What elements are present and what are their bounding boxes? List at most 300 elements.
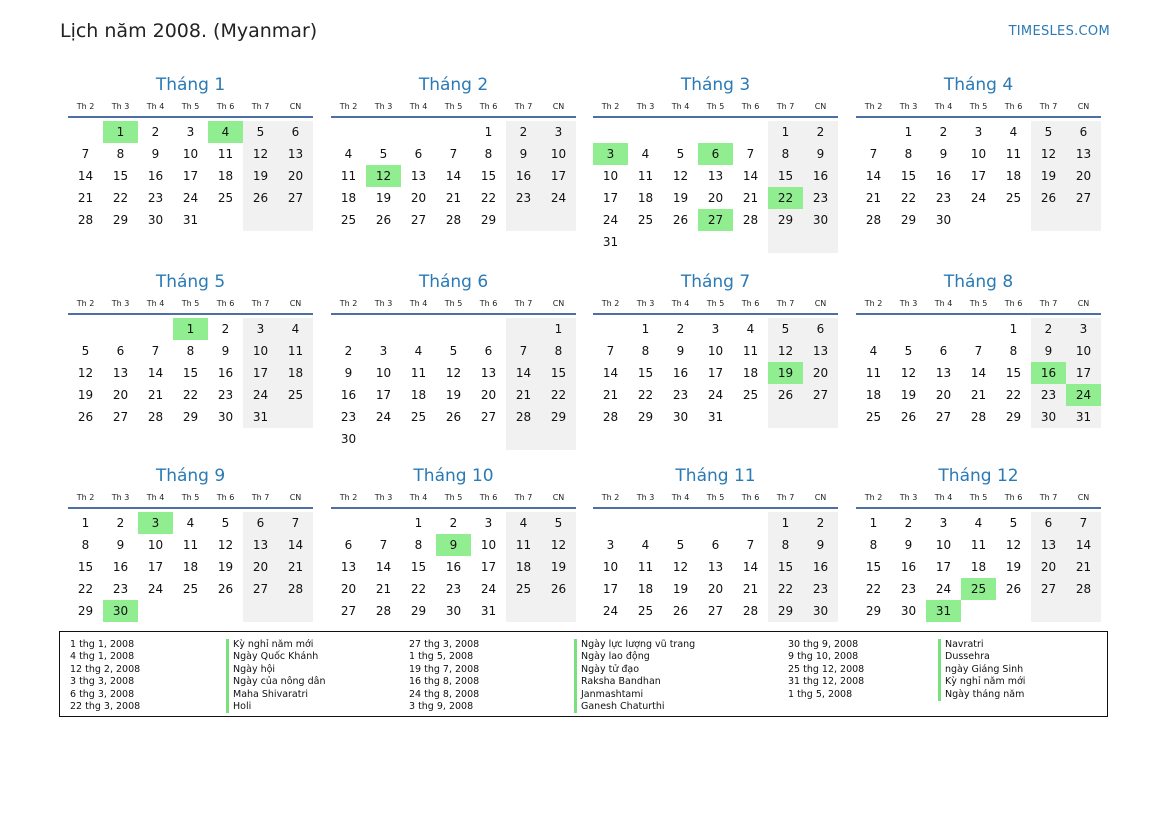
day-cell[interactable]: 18 <box>340 191 357 205</box>
day-cell[interactable]: 11 <box>637 560 654 574</box>
day-cell[interactable]: 23 <box>672 388 689 402</box>
day-cell[interactable]: 29 <box>768 600 803 622</box>
day-cell[interactable]: 8 <box>186 344 195 358</box>
brand-link[interactable]: TIMESLES.COM <box>1008 24 1110 39</box>
day-cell[interactable]: 12 <box>243 143 278 165</box>
day-cell[interactable]: 27 <box>1031 578 1066 600</box>
day-cell[interactable]: 18 <box>742 366 759 380</box>
day-cell[interactable]: 30 <box>217 410 234 424</box>
day-cell[interactable]: 5 <box>1009 516 1018 530</box>
day-cell[interactable]: 22 <box>768 578 803 600</box>
day-cell[interactable]: 14 <box>742 560 759 574</box>
day-cell[interactable]: 29 <box>541 406 576 428</box>
day-cell[interactable]: 23 <box>1031 384 1066 406</box>
day-cell[interactable]: 28 <box>1066 578 1101 600</box>
day-cell[interactable]: 25 <box>278 384 313 406</box>
day-cell[interactable]: 9 <box>803 534 838 556</box>
day-cell[interactable]: 9 <box>506 143 541 165</box>
day-cell[interactable]: 3 <box>379 344 388 358</box>
day-cell[interactable]: 4 <box>746 322 755 336</box>
day-cell[interactable]: 31 <box>182 213 199 227</box>
day-cell[interactable]: 16 <box>217 366 234 380</box>
day-cell[interactable]: 19 <box>1005 560 1022 574</box>
day-cell[interactable]: 28 <box>77 213 94 227</box>
day-cell[interactable]: 26 <box>672 213 689 227</box>
day-cell[interactable]: 28 <box>865 213 882 227</box>
day-cell[interactable]: 15 <box>768 556 803 578</box>
day-cell[interactable]: 14 <box>77 169 94 183</box>
day-cell[interactable]: 19 <box>541 556 576 578</box>
day-cell[interactable]: 2 <box>676 322 685 336</box>
day-cell[interactable]: 11 <box>506 534 541 556</box>
day-cell[interactable]: 15 <box>112 169 129 183</box>
day-cell[interactable]: 5 <box>676 538 685 552</box>
day-cell[interactable]: 8 <box>641 344 650 358</box>
day-cell[interactable]: 9 <box>221 344 230 358</box>
day-cell[interactable]: 31 <box>707 410 724 424</box>
day-cell[interactable]: 31 <box>602 235 619 249</box>
day-cell[interactable]: 18 <box>182 560 199 574</box>
day-cell[interactable]: 27 <box>243 578 278 600</box>
day-cell[interactable]: 18 <box>637 582 654 596</box>
day-cell[interactable]: 3 <box>939 516 948 530</box>
day-cell[interactable]: 6 <box>939 344 948 358</box>
day-cell[interactable]: 28 <box>970 410 987 424</box>
day-cell[interactable]: 20 <box>707 582 724 596</box>
day-cell[interactable]: 20 <box>112 388 129 402</box>
day-cell[interactable]: 13 <box>112 366 129 380</box>
day-cell[interactable]: 8 <box>541 340 576 362</box>
day-cell[interactable]: 26 <box>672 604 689 618</box>
day-cell[interactable]: 2 <box>939 125 948 139</box>
day-cell[interactable]: 17 <box>935 560 952 574</box>
holiday-day-cell[interactable]: 25 <box>961 578 996 600</box>
day-cell[interactable]: 30 <box>445 604 462 618</box>
day-cell[interactable]: 10 <box>182 147 199 161</box>
day-cell[interactable]: 1 <box>1009 322 1018 336</box>
day-cell[interactable]: 7 <box>606 344 615 358</box>
day-cell[interactable]: 8 <box>81 538 90 552</box>
day-cell[interactable]: 4 <box>1009 125 1018 139</box>
day-cell[interactable]: 17 <box>147 560 164 574</box>
day-cell[interactable]: 4 <box>414 344 423 358</box>
day-cell[interactable]: 17 <box>602 191 619 205</box>
holiday-day-cell[interactable]: 3 <box>138 512 173 534</box>
day-cell[interactable]: 5 <box>904 344 913 358</box>
day-cell[interactable]: 23 <box>445 582 462 596</box>
day-cell[interactable]: 1 <box>484 125 493 139</box>
day-cell[interactable]: 4 <box>506 512 541 534</box>
day-cell[interactable]: 16 <box>900 560 917 574</box>
day-cell[interactable]: 27 <box>1066 187 1101 209</box>
day-cell[interactable]: 1 <box>81 516 90 530</box>
day-cell[interactable]: 1 <box>641 322 650 336</box>
day-cell[interactable]: 26 <box>768 384 803 406</box>
day-cell[interactable]: 29 <box>77 604 94 618</box>
holiday-day-cell[interactable]: 12 <box>366 165 401 187</box>
day-cell[interactable]: 17 <box>602 582 619 596</box>
day-cell[interactable]: 8 <box>869 538 878 552</box>
day-cell[interactable]: 16 <box>672 366 689 380</box>
day-cell[interactable]: 24 <box>480 582 497 596</box>
day-cell[interactable]: 26 <box>375 213 392 227</box>
day-cell[interactable]: 18 <box>410 388 427 402</box>
day-cell[interactable]: 31 <box>1066 406 1101 428</box>
day-cell[interactable]: 21 <box>77 191 94 205</box>
day-cell[interactable]: 25 <box>865 410 882 424</box>
day-cell[interactable]: 17 <box>707 366 724 380</box>
day-cell[interactable]: 6 <box>803 318 838 340</box>
day-cell[interactable]: 9 <box>803 143 838 165</box>
day-cell[interactable]: 9 <box>151 147 160 161</box>
day-cell[interactable]: 5 <box>1031 121 1066 143</box>
day-cell[interactable]: 17 <box>182 169 199 183</box>
day-cell[interactable]: 16 <box>340 388 357 402</box>
holiday-day-cell[interactable]: 3 <box>593 143 628 165</box>
day-cell[interactable]: 23 <box>340 410 357 424</box>
day-cell[interactable]: 14 <box>602 366 619 380</box>
day-cell[interactable]: 13 <box>480 366 497 380</box>
day-cell[interactable]: 19 <box>375 191 392 205</box>
day-cell[interactable]: 11 <box>970 538 987 552</box>
day-cell[interactable]: 14 <box>147 366 164 380</box>
day-cell[interactable]: 25 <box>637 604 654 618</box>
day-cell[interactable]: 15 <box>410 560 427 574</box>
day-cell[interactable]: 1 <box>768 121 803 143</box>
day-cell[interactable]: 30 <box>340 432 357 446</box>
day-cell[interactable]: 19 <box>1031 165 1066 187</box>
day-cell[interactable]: 10 <box>375 366 392 380</box>
day-cell[interactable]: 1 <box>869 516 878 530</box>
day-cell[interactable]: 17 <box>375 388 392 402</box>
day-cell[interactable]: 15 <box>182 366 199 380</box>
day-cell[interactable]: 11 <box>182 538 199 552</box>
day-cell[interactable]: 30 <box>900 604 917 618</box>
day-cell[interactable]: 31 <box>243 406 278 428</box>
day-cell[interactable]: 16 <box>147 169 164 183</box>
day-cell[interactable]: 4 <box>344 147 353 161</box>
day-cell[interactable]: 10 <box>970 147 987 161</box>
day-cell[interactable]: 23 <box>217 388 234 402</box>
day-cell[interactable]: 22 <box>410 582 427 596</box>
day-cell[interactable]: 21 <box>742 582 759 596</box>
day-cell[interactable]: 10 <box>480 538 497 552</box>
day-cell[interactable]: 25 <box>506 578 541 600</box>
day-cell[interactable]: 25 <box>217 191 234 205</box>
day-cell[interactable]: 17 <box>970 169 987 183</box>
day-cell[interactable]: 12 <box>900 366 917 380</box>
day-cell[interactable]: 6 <box>278 121 313 143</box>
day-cell[interactable]: 17 <box>243 362 278 384</box>
day-cell[interactable]: 21 <box>1066 556 1101 578</box>
day-cell[interactable]: 6 <box>1031 512 1066 534</box>
day-cell[interactable]: 10 <box>147 538 164 552</box>
holiday-day-cell[interactable]: 19 <box>768 362 803 384</box>
day-cell[interactable]: 28 <box>742 213 759 227</box>
day-cell[interactable]: 14 <box>375 560 392 574</box>
day-cell[interactable]: 30 <box>147 213 164 227</box>
day-cell[interactable]: 9 <box>939 147 948 161</box>
day-cell[interactable]: 14 <box>278 534 313 556</box>
day-cell[interactable]: 18 <box>506 556 541 578</box>
day-cell[interactable]: 2 <box>803 121 838 143</box>
day-cell[interactable]: 18 <box>278 362 313 384</box>
day-cell[interactable]: 9 <box>344 366 353 380</box>
day-cell[interactable]: 27 <box>803 384 838 406</box>
day-cell[interactable]: 30 <box>672 410 689 424</box>
day-cell[interactable]: 3 <box>186 125 195 139</box>
day-cell[interactable]: 27 <box>410 213 427 227</box>
day-cell[interactable]: 10 <box>602 169 619 183</box>
day-cell[interactable]: 8 <box>116 147 125 161</box>
day-cell[interactable]: 13 <box>935 366 952 380</box>
day-cell[interactable]: 21 <box>375 582 392 596</box>
day-cell[interactable]: 7 <box>506 340 541 362</box>
day-cell[interactable]: 17 <box>1066 362 1101 384</box>
day-cell[interactable]: 7 <box>746 538 755 552</box>
day-cell[interactable]: 10 <box>1066 340 1101 362</box>
day-cell[interactable]: 31 <box>480 604 497 618</box>
day-cell[interactable]: 20 <box>340 582 357 596</box>
day-cell[interactable]: 20 <box>243 556 278 578</box>
day-cell[interactable]: 7 <box>81 147 90 161</box>
day-cell[interactable]: 13 <box>410 169 427 183</box>
day-cell[interactable]: 29 <box>900 213 917 227</box>
day-cell[interactable]: 7 <box>379 538 388 552</box>
day-cell[interactable]: 21 <box>602 388 619 402</box>
day-cell[interactable]: 5 <box>379 147 388 161</box>
day-cell[interactable]: 4 <box>641 538 650 552</box>
day-cell[interactable]: 28 <box>445 213 462 227</box>
day-cell[interactable]: 19 <box>243 165 278 187</box>
day-cell[interactable]: 20 <box>1031 556 1066 578</box>
day-cell[interactable]: 8 <box>768 534 803 556</box>
day-cell[interactable]: 25 <box>182 582 199 596</box>
day-cell[interactable]: 22 <box>900 191 917 205</box>
day-cell[interactable]: 2 <box>803 512 838 534</box>
day-cell[interactable]: 13 <box>340 560 357 574</box>
day-cell[interactable]: 28 <box>602 410 619 424</box>
day-cell[interactable]: 14 <box>742 169 759 183</box>
day-cell[interactable]: 23 <box>803 187 838 209</box>
day-cell[interactable]: 11 <box>217 147 234 161</box>
day-cell[interactable]: 25 <box>637 213 654 227</box>
day-cell[interactable]: 8 <box>768 143 803 165</box>
day-cell[interactable]: 29 <box>637 410 654 424</box>
day-cell[interactable]: 21 <box>445 191 462 205</box>
day-cell[interactable]: 5 <box>676 147 685 161</box>
day-cell[interactable]: 4 <box>974 516 983 530</box>
day-cell[interactable]: 10 <box>935 538 952 552</box>
day-cell[interactable]: 8 <box>1009 344 1018 358</box>
day-cell[interactable]: 14 <box>970 366 987 380</box>
day-cell[interactable]: 26 <box>77 410 94 424</box>
day-cell[interactable]: 22 <box>480 191 497 205</box>
day-cell[interactable]: 6 <box>484 344 493 358</box>
day-cell[interactable]: 10 <box>541 143 576 165</box>
day-cell[interactable]: 22 <box>77 582 94 596</box>
day-cell[interactable]: 17 <box>541 165 576 187</box>
day-cell[interactable]: 26 <box>541 578 576 600</box>
day-cell[interactable]: 25 <box>340 213 357 227</box>
day-cell[interactable]: 2 <box>904 516 913 530</box>
day-cell[interactable]: 29 <box>1005 410 1022 424</box>
day-cell[interactable]: 2 <box>506 121 541 143</box>
day-cell[interactable]: 12 <box>672 169 689 183</box>
day-cell[interactable]: 12 <box>541 534 576 556</box>
holiday-day-cell[interactable]: 6 <box>698 143 733 165</box>
day-cell[interactable]: 24 <box>970 191 987 205</box>
day-cell[interactable]: 11 <box>340 169 357 183</box>
day-cell[interactable]: 24 <box>935 582 952 596</box>
day-cell[interactable]: 28 <box>375 604 392 618</box>
day-cell[interactable]: 14 <box>865 169 882 183</box>
holiday-day-cell[interactable]: 4 <box>208 121 243 143</box>
day-cell[interactable]: 18 <box>1005 169 1022 183</box>
day-cell[interactable]: 23 <box>900 582 917 596</box>
day-cell[interactable]: 5 <box>449 344 458 358</box>
day-cell[interactable]: 7 <box>151 344 160 358</box>
day-cell[interactable]: 5 <box>541 512 576 534</box>
day-cell[interactable]: 7 <box>974 344 983 358</box>
day-cell[interactable]: 15 <box>637 366 654 380</box>
day-cell[interactable]: 20 <box>1066 165 1101 187</box>
day-cell[interactable]: 11 <box>278 340 313 362</box>
day-cell[interactable]: 21 <box>742 191 759 205</box>
day-cell[interactable]: 28 <box>278 578 313 600</box>
day-cell[interactable]: 29 <box>410 604 427 618</box>
day-cell[interactable]: 7 <box>449 147 458 161</box>
day-cell[interactable]: 9 <box>676 344 685 358</box>
day-cell[interactable]: 22 <box>541 384 576 406</box>
day-cell[interactable]: 16 <box>112 560 129 574</box>
day-cell[interactable]: 13 <box>803 340 838 362</box>
day-cell[interactable]: 21 <box>970 388 987 402</box>
day-cell[interactable]: 28 <box>506 406 541 428</box>
day-cell[interactable]: 26 <box>445 410 462 424</box>
day-cell[interactable]: 27 <box>278 187 313 209</box>
day-cell[interactable]: 16 <box>935 169 952 183</box>
day-cell[interactable]: 1 <box>904 125 913 139</box>
day-cell[interactable]: 12 <box>445 366 462 380</box>
day-cell[interactable]: 10 <box>243 340 278 362</box>
day-cell[interactable]: 10 <box>707 344 724 358</box>
day-cell[interactable]: 29 <box>865 604 882 618</box>
day-cell[interactable]: 29 <box>112 213 129 227</box>
day-cell[interactable]: 3 <box>974 125 983 139</box>
day-cell[interactable]: 25 <box>742 388 759 402</box>
day-cell[interactable]: 4 <box>278 318 313 340</box>
day-cell[interactable]: 15 <box>77 560 94 574</box>
day-cell[interactable]: 12 <box>1005 538 1022 552</box>
day-cell[interactable]: 17 <box>480 560 497 574</box>
day-cell[interactable]: 25 <box>1005 191 1022 205</box>
day-cell[interactable]: 20 <box>707 191 724 205</box>
day-cell[interactable]: 23 <box>803 578 838 600</box>
day-cell[interactable]: 12 <box>1031 143 1066 165</box>
day-cell[interactable]: 19 <box>900 388 917 402</box>
day-cell[interactable]: 6 <box>116 344 125 358</box>
day-cell[interactable]: 26 <box>243 187 278 209</box>
day-cell[interactable]: 5 <box>768 318 803 340</box>
day-cell[interactable]: 20 <box>480 388 497 402</box>
day-cell[interactable]: 13 <box>278 143 313 165</box>
day-cell[interactable]: 6 <box>243 512 278 534</box>
day-cell[interactable]: 15 <box>865 560 882 574</box>
day-cell[interactable]: 10 <box>602 560 619 574</box>
day-cell[interactable]: 26 <box>900 410 917 424</box>
day-cell[interactable]: 5 <box>243 121 278 143</box>
day-cell[interactable]: 9 <box>116 538 125 552</box>
day-cell[interactable]: 2 <box>116 516 125 530</box>
day-cell[interactable]: 9 <box>904 538 913 552</box>
day-cell[interactable]: 15 <box>768 165 803 187</box>
day-cell[interactable]: 28 <box>742 604 759 618</box>
holiday-day-cell[interactable]: 16 <box>1031 362 1066 384</box>
day-cell[interactable]: 20 <box>278 165 313 187</box>
day-cell[interactable]: 13 <box>707 169 724 183</box>
holiday-day-cell[interactable]: 31 <box>926 600 961 622</box>
holiday-day-cell[interactable]: 30 <box>103 600 138 622</box>
day-cell[interactable]: 19 <box>672 582 689 596</box>
day-cell[interactable]: 24 <box>602 604 619 618</box>
day-cell[interactable]: 22 <box>112 191 129 205</box>
day-cell[interactable]: 1 <box>768 512 803 534</box>
day-cell[interactable]: 27 <box>707 604 724 618</box>
day-cell[interactable]: 11 <box>742 344 759 358</box>
day-cell[interactable]: 27 <box>112 410 129 424</box>
day-cell[interactable]: 16 <box>803 556 838 578</box>
day-cell[interactable]: 5 <box>81 344 90 358</box>
day-cell[interactable]: 30 <box>1031 406 1066 428</box>
day-cell[interactable]: 3 <box>606 538 615 552</box>
day-cell[interactable]: 22 <box>865 582 882 596</box>
day-cell[interactable]: 20 <box>803 362 838 384</box>
day-cell[interactable]: 8 <box>904 147 913 161</box>
day-cell[interactable]: 24 <box>541 187 576 209</box>
day-cell[interactable]: 11 <box>865 366 882 380</box>
day-cell[interactable]: 30 <box>803 209 838 231</box>
day-cell[interactable]: 22 <box>1005 388 1022 402</box>
holiday-day-cell[interactable]: 24 <box>1066 384 1101 406</box>
day-cell[interactable]: 26 <box>1005 582 1022 596</box>
day-cell[interactable]: 13 <box>707 560 724 574</box>
day-cell[interactable]: 23 <box>147 191 164 205</box>
day-cell[interactable]: 15 <box>480 169 497 183</box>
day-cell[interactable]: 6 <box>711 538 720 552</box>
day-cell[interactable]: 13 <box>1066 143 1101 165</box>
day-cell[interactable]: 24 <box>147 582 164 596</box>
day-cell[interactable]: 26 <box>1031 187 1066 209</box>
day-cell[interactable]: 24 <box>707 388 724 402</box>
day-cell[interactable]: 16 <box>445 560 462 574</box>
day-cell[interactable]: 21 <box>147 388 164 402</box>
day-cell[interactable]: 8 <box>414 538 423 552</box>
day-cell[interactable]: 6 <box>1066 121 1101 143</box>
day-cell[interactable]: 8 <box>484 147 493 161</box>
day-cell[interactable]: 3 <box>541 121 576 143</box>
day-cell[interactable]: 22 <box>182 388 199 402</box>
day-cell[interactable]: 13 <box>1031 534 1066 556</box>
day-cell[interactable]: 20 <box>935 388 952 402</box>
day-cell[interactable]: 30 <box>935 213 952 227</box>
day-cell[interactable]: 18 <box>970 560 987 574</box>
day-cell[interactable]: 27 <box>480 410 497 424</box>
holiday-day-cell[interactable]: 1 <box>103 121 138 143</box>
day-cell[interactable]: 7 <box>869 147 878 161</box>
day-cell[interactable]: 23 <box>935 191 952 205</box>
day-cell[interactable]: 23 <box>506 187 541 209</box>
